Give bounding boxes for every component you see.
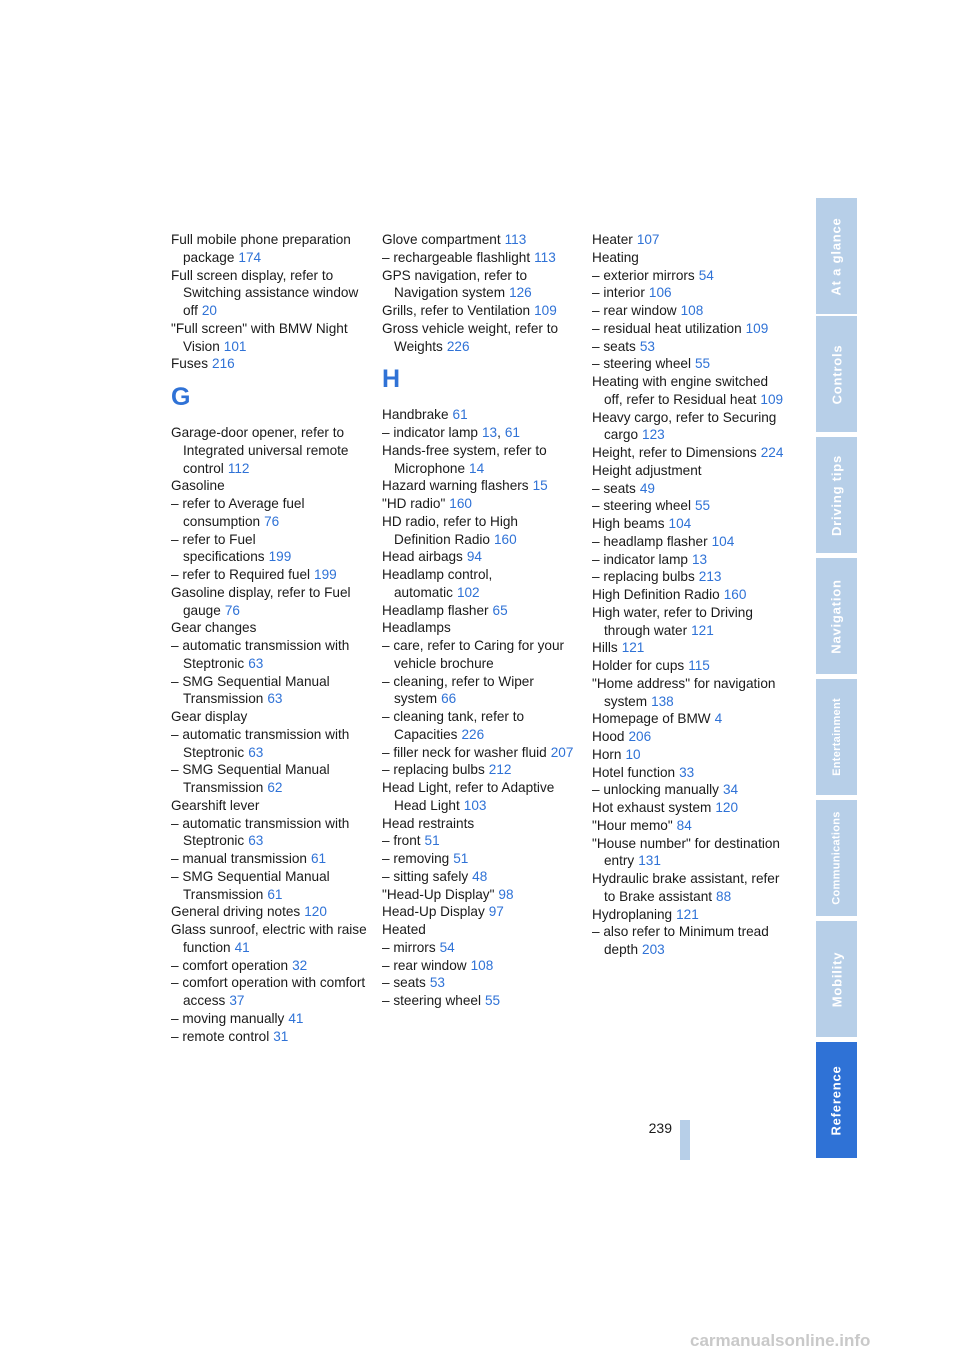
index-entry-text: – replacing bulbs [592,569,695,585]
index-entry-text: – refer to Average fuel consumption [171,496,305,529]
index-entry [171,850,367,868]
index-entry [382,637,578,673]
section-tab-label: Driving tips [829,454,845,536]
page-reference-link[interactable]: 104 [711,533,735,549]
index-entry-text: Grills, refer to Ventilation [382,303,531,318]
page-reference-link[interactable]: 63 [267,691,283,707]
index-entry-text: – refer to Fuel specifications [171,531,265,565]
index-entry-text: "Home address" for navigation system [592,675,776,709]
page-reference-link[interactable]: 55 [485,993,501,1008]
index-entry [592,267,788,285]
page-reference-link[interactable]: 76 [264,513,280,529]
index-entry-text: – replacing bulbs [382,762,485,778]
index-entry-text: Gasoline display, refer to Fuel gauge [171,584,351,618]
index-entry-text: – steering wheel [592,356,691,372]
index-entry [592,320,788,338]
index-entry-text: High Definition Radio [592,587,720,602]
index-entry [592,355,788,373]
index-entry [382,566,578,602]
index-entry [592,799,788,817]
index-entry [592,906,788,924]
index-entry-text: Head airbags [382,549,463,565]
section-tab-driving-tips[interactable] [816,437,857,553]
page-reference-link[interactable]: 103 [463,797,487,813]
index-entry [382,673,578,709]
page-reference-link[interactable]: 53 [429,975,445,991]
page-reference-link[interactable]: 37 [229,993,245,1008]
page-reference-link[interactable]: 76 [224,602,240,618]
index-entry-text: – residual heat utilization [592,320,742,336]
index-entry-text: Glass sunroof, electric with raise function [171,922,367,955]
section-tab-label: Navigation [829,578,844,654]
index-entry [592,586,788,604]
page-reference-link[interactable]: 101 [223,338,247,354]
index-entry [592,923,788,959]
index-entry-text: Headlamp flasher [382,602,489,618]
index-entry-text: Height adjustment [592,462,702,478]
index-entry [382,619,578,637]
page-reference-link[interactable]: 34 [722,782,739,798]
page-reference-link[interactable]: 94 [466,549,482,565]
index-entry-text: – indicator lamp [592,551,688,567]
section-tab-controls[interactable] [816,316,857,432]
page-reference-link[interactable]: 65 [492,602,508,618]
page-reference-link[interactable]: 61 [267,886,283,902]
index-entry-text: Hydroplaning [592,906,673,922]
index-entry [592,444,788,462]
index-entry [171,566,367,584]
index-entry [592,284,788,302]
index-entry [171,231,367,267]
page-reference-link[interactable]: 213 [698,569,722,585]
page-reference-link[interactable]: 53 [639,338,655,354]
index-entry [171,619,367,637]
index-entry-text: – mirrors [382,939,436,955]
section-tab-label: Entertainment [830,698,843,776]
index-entry-text: Headlamps [382,620,451,636]
index-entry [171,815,367,851]
page-reference-link[interactable]: 199 [268,549,292,565]
index-entry [382,815,578,833]
page-reference-link[interactable]: 121 [691,622,714,638]
page-reference-link[interactable]: 126 [509,285,532,301]
index-entry [171,584,367,620]
section-tab-communications[interactable] [816,800,857,916]
page-reference-link[interactable]: 14 [469,460,485,476]
page-reference-link[interactable]: 51 [453,851,469,866]
page-reference-link[interactable]: 199 [314,567,337,582]
page-reference-link[interactable]: 55 [695,498,711,514]
index-entry-text: – automatic transmission with Steptronic [171,726,350,760]
index-entry [382,850,578,868]
index-entry-text: Gear changes [171,620,257,636]
watermark: carmanualsonline.info [690,1331,871,1350]
index-entry-text: – indicator lamp [382,425,478,440]
index-entry [171,495,367,531]
page-reference-link[interactable]: 123 [642,427,665,443]
index-entry-text: – refer to Required fuel [171,567,311,582]
section-tab-entertainment[interactable] [816,679,857,795]
index-entry [592,302,788,320]
page-reference-link[interactable]: 61 [311,851,327,866]
index-entry-text: – SMG Sequential Manual Transmission [171,868,330,902]
index-entry-text: – automatic transmission with Steptronic [171,815,350,849]
index-entry [382,939,578,957]
index-entry [382,406,578,424]
index-entry-text: Gearshift lever [171,797,260,813]
index-entry [171,477,367,495]
page-reference-link[interactable]: 160 [449,496,472,511]
page-reference-link[interactable]: 61 [504,425,520,440]
page-reference-link[interactable]: 61 [452,407,468,423]
page-reference-link[interactable]: 113 [504,232,527,247]
index-entry [382,302,578,320]
index-entry [382,442,578,478]
page-reference-link[interactable]: 207 [550,744,574,760]
page-reference-link[interactable]: 13 [691,551,708,567]
section-tab-at-a-glance[interactable] [816,198,857,314]
index-entry-text: Headlamp control, automatic [382,567,493,600]
index-entry-text: Heater [592,232,633,247]
index-entry [592,480,788,498]
index-entry-text: Hood [592,729,625,744]
index-entry-text: Fuses [171,356,209,372]
page-reference-link[interactable]: 31 [273,1028,289,1044]
page-reference-link[interactable]: 88 [716,888,732,904]
index-entry [382,249,578,267]
page-reference-link[interactable]: 41 [288,1010,304,1026]
index-entry-text: – moving manually [171,1010,285,1026]
page-reference-link[interactable]: 97 [488,904,504,920]
index-entry-text: – front [382,833,421,849]
page-reference-link[interactable]: 41 [234,939,250,955]
index-entry-text: "Full screen" with BMW Night Vision [171,320,348,354]
index-entry [382,744,578,762]
index-letter-heading: H [382,365,401,394]
index-entry [592,728,788,746]
page-reference-link[interactable]: 32 [292,957,308,973]
index-entry-text: – also refer to Minimum tread depth [592,924,769,957]
index-entry [171,957,367,975]
index-entry [592,870,788,906]
page-reference-link[interactable]: 107 [636,232,660,247]
index-entry-text: Hot exhaust system [592,800,712,815]
index-entry [382,708,578,744]
index-entry-text: – SMG Sequential Manual Transmission [171,762,330,795]
index-entry-text: General driving notes [171,904,301,920]
section-tab-label: Reference [829,1064,845,1136]
index-entry [382,974,578,992]
page-reference-link[interactable]: 160 [723,587,747,602]
index-entry-text: Heating [592,249,639,265]
page-reference-link[interactable]: 120 [715,800,739,815]
index-entry-text: "HD radio" [382,496,446,511]
index-entry-text: – sitting safely [382,868,469,884]
page-reference-link[interactable]: 63 [248,655,264,671]
index-entry-text: Full mobile phone preparation package [171,232,351,265]
index-entry-text: "Head-Up Display" [382,886,495,902]
page-reference-link[interactable]: 84 [676,817,692,833]
page-reference-link[interactable]: 104 [668,516,692,531]
index-entry-text: – cleaning, refer to Wiper system [382,673,534,707]
index-entry-text: Height, refer to Dimensions [592,445,757,460]
index-entry-text: Holder for cups [592,658,685,673]
index-entry [592,533,788,551]
index-entry [592,373,788,409]
page-reference-link[interactable]: 109 [760,391,784,407]
page-reference-link[interactable]: 13 [481,425,498,440]
index-entry [592,835,788,871]
index-entry-text: Heavy cargo, refer to Securing cargo [592,409,777,443]
index-entry [592,746,788,764]
section-tab-reference[interactable] [816,1042,857,1158]
page-reference-link[interactable]: 109 [745,320,769,336]
index-entry [171,673,367,709]
page-reference-link[interactable]: 33 [679,764,695,780]
index-entry [592,657,788,675]
page-reference-link[interactable]: 48 [472,868,488,884]
page-reference-link[interactable]: 54 [698,267,714,283]
index-entry-text: – interior [592,285,645,301]
section-tab-label: Mobility [829,951,845,1007]
page-reference-link[interactable]: 54 [439,939,455,955]
index-entry-text: "Hour memo" [592,817,673,833]
index-entry [382,957,578,975]
section-tab-mobility[interactable] [816,921,857,1037]
index-entry-text: – automatic transmission with Steptronic [171,638,350,671]
page-reference-link[interactable]: 63 [248,744,264,760]
index-entry [382,477,578,495]
index-entry-text: Hazard warning flashers [382,478,529,494]
index-entry [171,903,367,921]
index-entry [171,868,367,904]
index-entry [382,513,578,549]
index-entry [171,921,367,957]
index-entry-text: – rear window [592,303,677,318]
index-entry [382,320,578,356]
index-entry [592,249,788,267]
index-entry [171,1010,367,1028]
index-entry-text: Heating with engine switched off, refer to Residual heat [592,374,769,407]
page-number-bar [680,1120,690,1160]
page-reference-link[interactable]: 49 [639,480,655,496]
index-entry-text: – comfort operation [171,957,289,973]
index-entry [171,797,367,815]
index-entry: – indicator lamp 13, 61 [382,425,520,440]
index-entry [171,974,367,1010]
index-letter-heading: G [171,383,191,411]
index-entry [382,992,578,1010]
index-entry-text: Garage-door opener, refer to Integrated universal remote control [171,425,349,476]
index-entry-text: – cleaning tank, refer to Capacities [382,709,525,742]
index-entry-text: – rechargeable flashlight [382,249,531,265]
index-entry-text: High water, refer to Driving through water [592,604,753,638]
index-entry [592,604,788,640]
page-reference-link[interactable]: 108 [470,957,494,973]
index-entry [171,708,367,726]
index-entry-text: Gear display [171,709,248,724]
index-entry-text: – rear window [382,957,467,973]
page-reference-link[interactable]: 115 [688,658,710,673]
index-entry-text: Horn [592,746,622,762]
page-reference-link[interactable]: 51 [424,833,440,849]
page-reference-link[interactable]: 10 [625,746,641,762]
index-entry-text: – seats [592,338,636,354]
page-reference-link[interactable]: 174 [238,249,262,265]
page-reference-link[interactable]: 224 [760,445,784,460]
index-entry [382,832,578,850]
index-entry [592,675,788,711]
index-entry-text: – seats [382,975,426,991]
index-entry [171,424,367,477]
index-entry [592,710,788,728]
index-entry [592,231,788,249]
index-column-1 [171,231,367,1045]
index-entry-text: Glove compartment [382,232,501,247]
index-entry-text: Hotel function [592,764,676,780]
section-tabs [816,198,857,1160]
index-entry-text: Full screen display, refer to Switching assistance window off [171,267,359,318]
page-reference-link[interactable]: 102 [456,584,480,600]
index-entry [171,267,367,320]
index-entry-text: Gross vehicle weight, refer to Weights [382,320,559,354]
index-entry-text: HD radio, refer to High Definition Radio [382,513,518,547]
index-entry-text: – steering wheel [382,993,481,1008]
index-entry-text: High beams [592,516,665,531]
index-entry [592,515,788,533]
index-entry [171,355,367,373]
page-reference-link[interactable]: 121 [676,906,699,922]
page-reference-link[interactable]: 206 [628,729,652,744]
page-reference-link[interactable]: 106 [648,285,672,301]
index-entry-text: Homepage of BMW [592,711,711,727]
index-entry [171,531,367,567]
index-entry [592,497,788,515]
index-entry [382,548,578,566]
index-entry [382,903,578,921]
page-reference-link[interactable]: 20 [201,303,217,318]
index-column-2 [382,231,578,1010]
index-entry [592,639,788,657]
index-entry-text: – filler neck for washer fluid [382,744,547,760]
page-reference-link[interactable]: 63 [248,833,264,849]
section-tab-label: At a glance [829,216,844,296]
index-entry [592,409,788,445]
page-reference-link[interactable]: 112 [227,460,250,476]
page-reference-link[interactable]: 62 [267,780,283,795]
index-entry [171,320,367,356]
index-entry-text: – seats [592,480,636,496]
section-tab-label: Communications [830,811,843,905]
index-entry-text: Hills [592,640,618,656]
page-reference-link[interactable]: 66 [441,691,457,707]
index-entry-text: – exterior mirrors [592,267,695,283]
page-reference-link[interactable]: 98 [498,886,514,902]
index-entry-text: Heated [382,922,426,937]
index-entry [382,231,578,249]
index-entry [592,781,788,799]
index-entry [382,495,578,513]
index-entry [382,886,578,904]
page-reference-link[interactable]: 131 [638,853,661,869]
index-entry-text: Hydraulic brake assistant, refer to Brake assistant [592,871,780,904]
index-entry-text: – care, refer to Caring for your vehicle brochure [382,638,565,671]
index-entry [382,921,578,939]
index-entry [592,462,788,480]
page-reference-link[interactable]: 121 [621,640,645,656]
index-entry-text: Hands-free system, refer to Microphone [382,442,547,476]
index-entry [592,338,788,356]
index-entry [382,868,578,886]
index-entry-text: – SMG Sequential Manual Transmission [171,673,330,707]
index-column-3 [592,231,788,959]
index-entry-text: Head restraints [382,815,475,831]
index-entry-text: – removing [382,851,450,866]
index-entry [592,551,788,569]
page-reference-link[interactable]: 226 [461,726,485,742]
page-reference-link[interactable]: 160 [493,531,517,547]
index-entry [592,568,788,586]
index-entry [382,761,578,779]
index-entry-text: – remote control [171,1028,270,1044]
index-entry-text: Handbrake [382,407,449,423]
page-reference-link[interactable]: 203 [642,942,665,957]
page-reference-link[interactable]: 138 [651,693,674,709]
page-reference-link[interactable]: 15 [532,478,548,494]
page-reference-link[interactable]: 4 [714,711,723,727]
page-reference-link[interactable]: 109 [534,303,557,318]
section-tab-navigation[interactable] [816,558,857,674]
index-entry [171,1028,367,1046]
page-reference-link[interactable]: 108 [680,303,704,318]
index-entry [592,817,788,835]
index-entry-text: Head-Up Display [382,904,485,920]
page-reference-link[interactable]: 55 [695,356,711,372]
index-entry-text: – comfort operation with comfort access [171,975,366,1008]
index-entry [171,637,367,673]
page-reference-link[interactable]: 216 [212,356,235,372]
index-entry-text: "House number" for destination entry [592,835,780,869]
index-entry [382,267,578,303]
index-entry-text: – manual transmission [171,851,307,866]
index-entry-text: Head Light, refer to Adaptive Head Light [382,780,555,813]
index-entry [592,764,788,782]
index-entry-text: GPS navigation, refer to Navigation system [382,267,528,301]
index-entry-text: Gasoline [171,478,225,494]
index-entry-text: – steering wheel [592,498,691,514]
index-entry [382,602,578,620]
index-entry [171,761,367,797]
page-reference-link[interactable]: 212 [488,762,512,778]
index-entry [171,726,367,762]
index-entry-text: – headlamp flasher [592,533,708,549]
page-reference-link[interactable]: 120 [304,904,327,920]
index-entry [382,779,578,815]
page-reference-link[interactable]: 226 [446,338,470,354]
index-entry-text: – unlocking manually [592,782,719,798]
page-reference-link[interactable]: 113 [534,249,556,265]
page-number: 239 [648,1120,672,1136]
section-tab-label: Controls [829,344,844,404]
